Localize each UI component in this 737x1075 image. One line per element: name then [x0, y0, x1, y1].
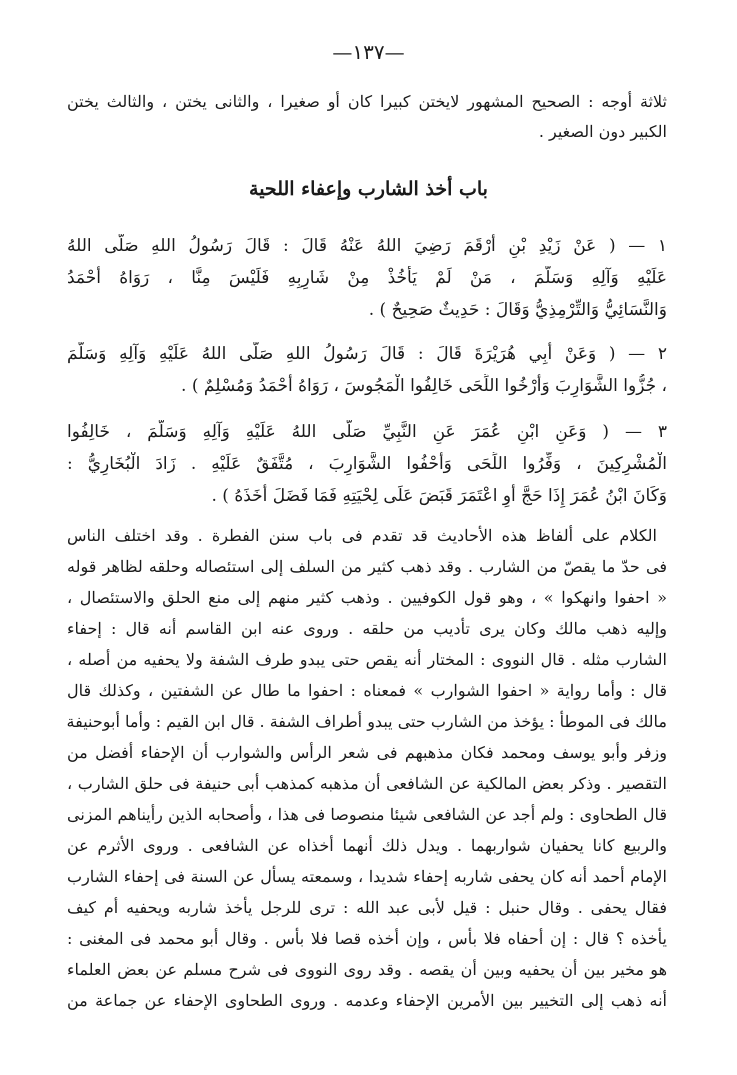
hadith-3-line-2: الْمُشْرِكِينَ ، وَفِّرُوا اللِّحَى وَأَحْفُوا الشَّوَارِبَ ، مُتَّفَقٌ عَلَيْهِ . زَادَ الْبُخَارِيُّ :: [67, 454, 667, 474]
hadith-2-line-1: ٢ — ( وَعَنْ أَبِي هُرَيْرَةَ قَالَ : قَالَ رَسُولُ اللهِ صَلَّى اللهُ عَلَيْهِ وَآلِهِ وَسَلَّمَ: [67, 344, 667, 364]
hadith-1-line-3: وَالنَّسَائِيُّ وَالتِّرْمِذِيُّ وَقَالَ : حَدِيثٌ صَحِيحٌ ) .: [368, 300, 667, 320]
commentary-line-5: الشارب مثله . قال النووى : المختار أنه يقص حتى يبدو طرف الشفة ولا يحفيه من أصله ،: [67, 650, 667, 669]
commentary-line-9: التقصير . وذكر بعض المالكية عن الشافعى أن مذهبه كمذهب أبى حنيفة فى حلق الشارب ،: [67, 774, 667, 793]
top-paragraph-line-2: الكبير دون الصغير .: [538, 122, 667, 141]
commentary-line-15: هو مخير بين أن يحفيه وبين أن يقصه . وقد روى النووى فى شرح مسلم عن بعض العلماء: [67, 960, 667, 979]
chapter-title: باب أخذ الشارب وإعفاء اللحية: [249, 178, 488, 200]
commentary-line-2: فى حدّ ما يقصّ من الشارب . وقد ذهب كثير من السلف إلى استئصاله وحلقه لظاهر قوله: [67, 557, 667, 576]
commentary-line-11: والربيع كانا يحفيان شواربهما . ويدل ذلك أنهما أخذاه عن الشافعى . وروى الأثرم عن: [67, 836, 667, 855]
commentary-line-16: أنه ذهب إلى التخيير بين الأمرين الإحفاء وعدمه . وروى الطحاوى الإحفاء عن جماعة من: [67, 991, 667, 1010]
hadith-3-line-1: ٣ — ( وَعَنِ ابْنِ عُمَرَ عَنِ النَّبِيِّ صَلَّى اللهُ عَلَيْهِ وَآلِهِ وَسَلَّمَ ، خَالِفُوا: [67, 422, 667, 442]
commentary-line-14: يأخذه ؟ قال : إن أحفاه فلا بأس ، وإن أخذه قصا فلا بأس . وقال أبو محمد فى المغنى :: [67, 929, 667, 948]
commentary-line-13: فقال يحفى . وقال حنبل : قيل لأبى عبد الله : ترى للرجل يأخذ شاربه ويحفيه أم كيف: [67, 898, 667, 917]
commentary-line-12: الإمام أحمد أنه كان يحفى شاربه إحفاء شديدا ، وسمعته يسأل عن السنة فى إحفاء الشارب: [67, 867, 667, 886]
hadith-1-line-1: ١ — ( عَنْ زَيْدِ بْنِ أَرْقَمَ رَضِيَ اللهُ عَنْهُ قَالَ : قَالَ رَسُولُ اللهِ صَلَّى اللهُ: [67, 236, 667, 256]
commentary-line-1: الكلام على ألفاظ هذه الأحاديث قد تقدم فى باب سنن الفطرة . وقد اختلف الناس: [67, 526, 657, 545]
commentary-line-4: وإليه ذهب مالك وكان يرى تأديب من حلقه . وروى عنه ابن القاسم أنه قال : إحفاء: [67, 619, 667, 638]
hadith-1-line-2: عَلَيْهِ وَآلِهِ وَسَلَّمَ ، مَنْ لَمْ يَأْخُذْ مِنْ شَارِبِهِ فَلَيْسَ مِنَّا ، رَوَاهُ أَحْمَدُ: [67, 268, 667, 288]
hadith-3-line-3: وَكَانَ ابْنُ عُمَرَ إِذَا حَجَّ أَوِ اعْتَمَرَ قَبَضَ عَلَى لِحْيَتِهِ فَمَا فَضَلَ أَخَذَهُ ) .: [211, 486, 667, 506]
commentary-line-6: قال : وأما رواية « احفوا الشوارب » فمعناه : احفوا ما طال عن الشفتين ، وكذلك قال: [67, 681, 667, 700]
commentary-line-3: « احفوا وانهكوا » ، وهو قول الكوفيين . وذهب كثير منهم إلى منع الحلق والاستئصال ،: [67, 588, 667, 607]
page-number: —١٣٧—: [332, 40, 405, 64]
commentary-line-8: وزفر وأبو يوسف ومحمد فكان مذهبهم فى شعر الرأس والشوارب أن الإحفاء أفضل من: [67, 743, 667, 762]
commentary-line-7: مالك فى الموطأ : يؤخذ من الشارب حتى يبدو أطراف الشفة . قال ابن القيم : وأما أبوحنيفة: [67, 712, 667, 731]
top-paragraph-line-1: ثلاثة أوجه : الصحيح المشهور لايختن كبيرا كان أو صغيرا ، والثانى يختن ، والثالث يختن: [67, 92, 667, 111]
hadith-2-line-2: ، جُزُّوا الشَّوَارِبَ وَأَرْخُوا اللِّحَى خَالِفُوا الْمَجُوسَ ، رَوَاهُ أَحْمَدُ وَمُسْلِمٌ ) .: [181, 376, 667, 396]
commentary-line-10: قال الطحاوى : ولم أجد عن الشافعى شيئا منصوصا فى هذا ، وأصحابه الذين رأيناهم المزنى: [67, 805, 667, 824]
